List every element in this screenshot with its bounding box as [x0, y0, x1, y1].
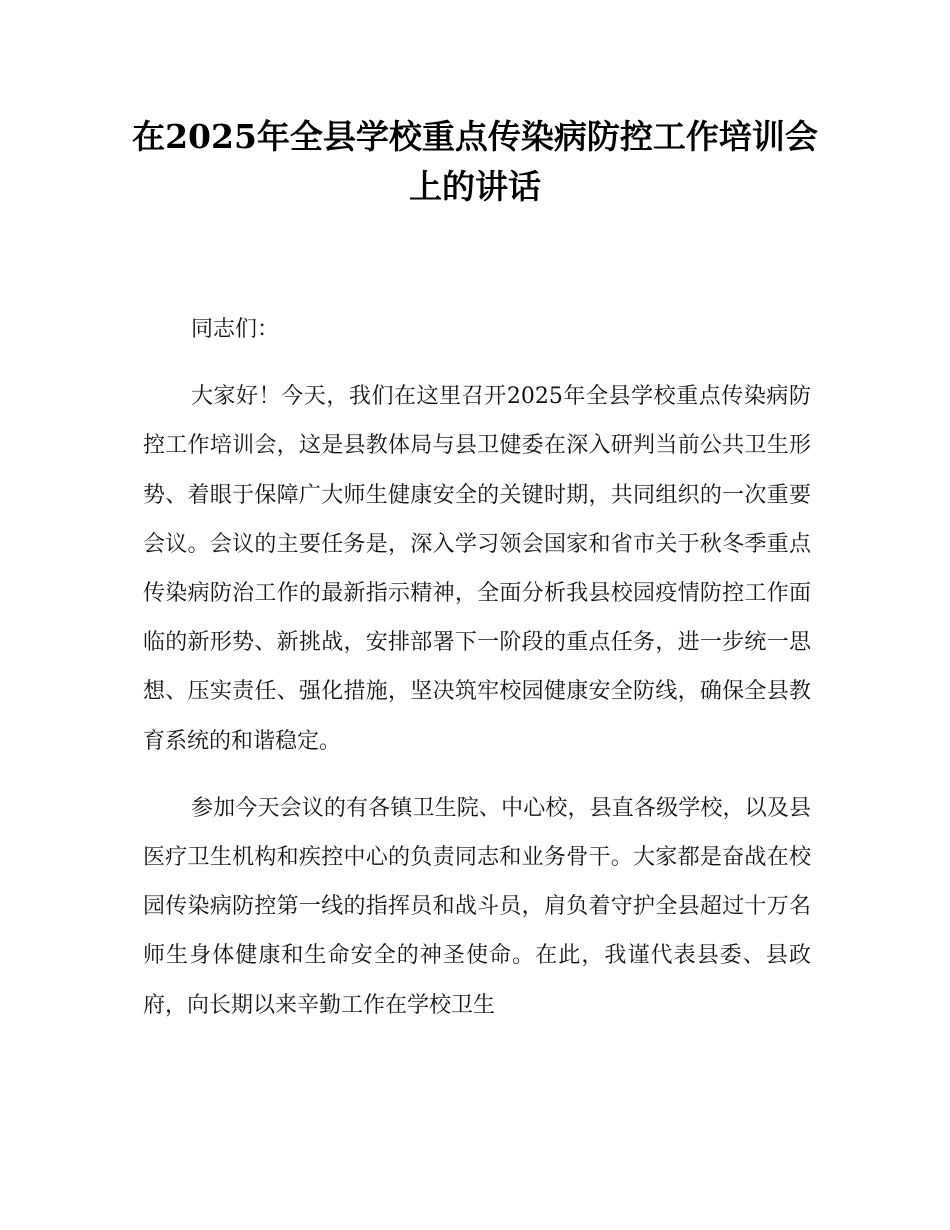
paragraph-attendees: 参加今天会议的有各镇卫生院、中心校，县直各级学校，以及县医疗卫生机构和疾控中心的负责同志和业务骨干。大家都是奋战在校园传染病防控第一线的指挥员和战斗员，肩负着守护全县超过十万名师生身体健康和生命安全的神圣使命。在此，我谨代表县委、县政府，向长期以来辛勤工作在学校卫生: [143, 795, 811, 1018]
paragraph-opening: 大家好！今天，我们在这里召开2025年全县学校重点传染病防控工作培训会，这是县教体局与县卫健委在深入研判当前公共卫生形势、着眼于保障广大师生健康安全的关键时期，共同组织的一次重要会议。会议的主要任务是，深入学习领会国家和省市关于秋冬季重点传染病防治工作的最新指示精神，全面分析我县校园疫情防控工作面临的新形势、新挑战，安排部署下一阶段的重点任务，进一步统一思想、压实责任、强化措施，坚决筑牢校园健康安全防线，确保全县教育系统的和谐稳定。: [143, 384, 811, 754]
document-body: [143, 305, 811, 1030]
salutation: 同志们：: [191, 317, 280, 342]
document-title: 在2025年全县学校重点传染病防控工作培训会上的讲话: [132, 117, 818, 206]
